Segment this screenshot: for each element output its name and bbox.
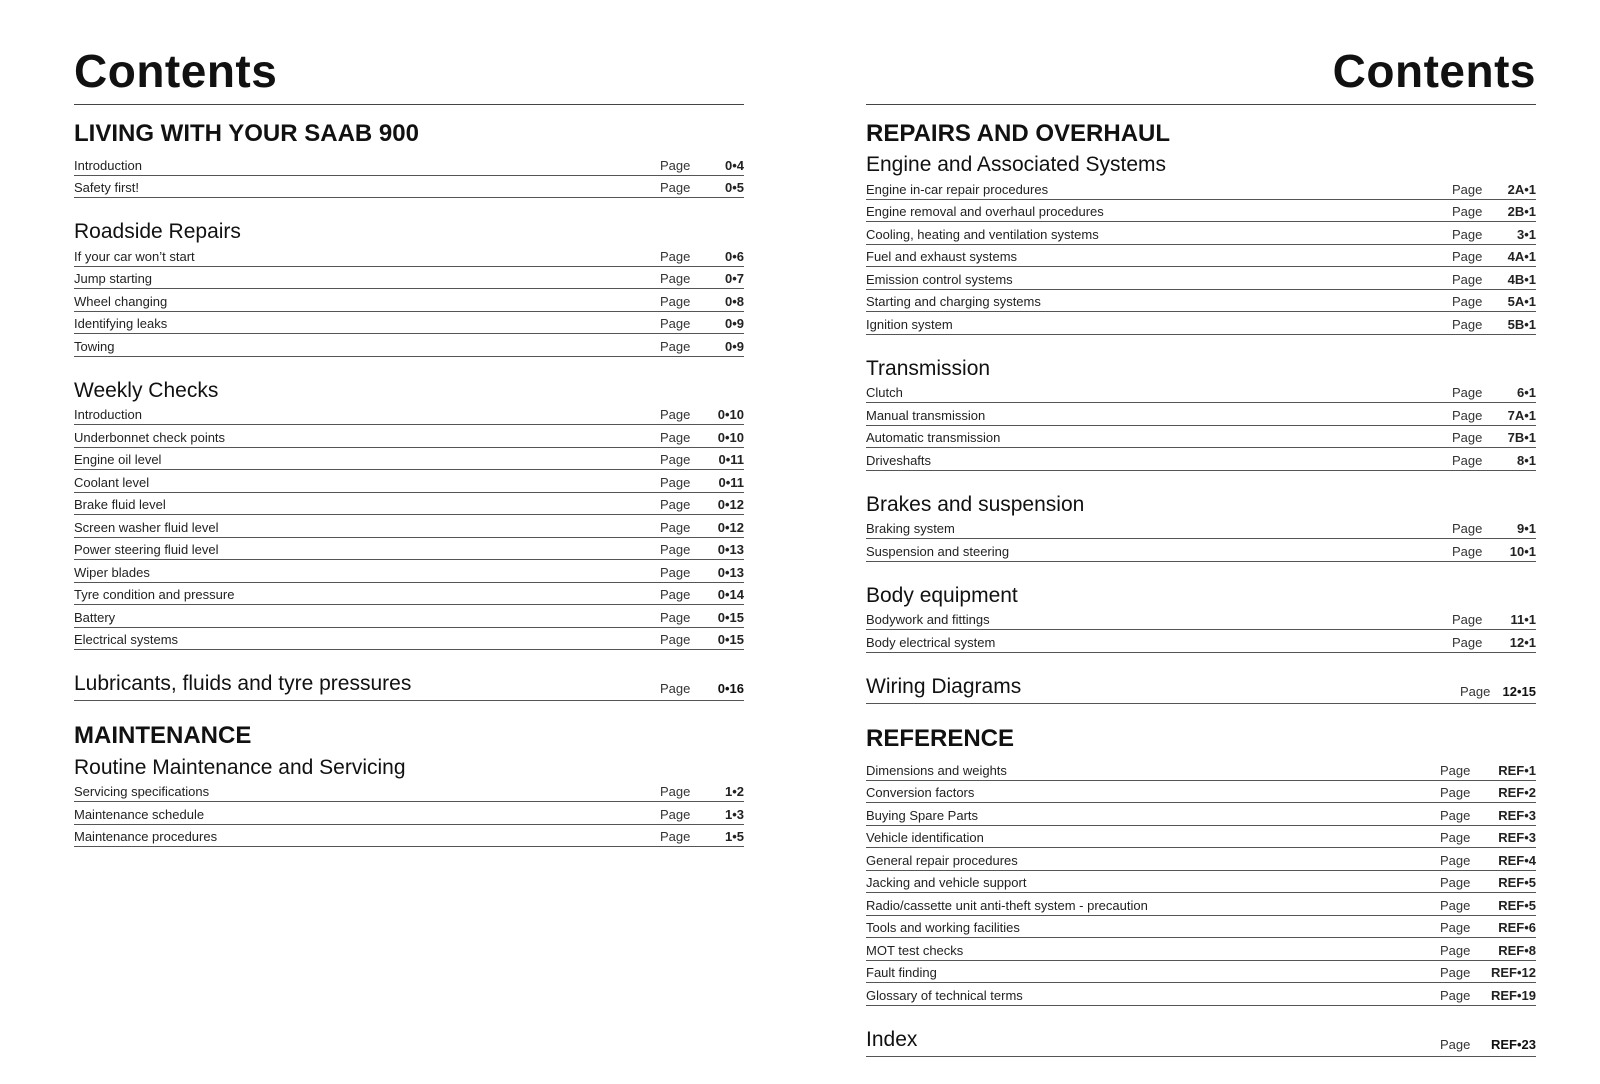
toc-entry[interactable] bbox=[866, 245, 1536, 268]
page-number: 0•6 bbox=[724, 248, 744, 264]
page-number: 10•1 bbox=[1509, 543, 1536, 559]
page-number: 2B•1 bbox=[1507, 204, 1536, 220]
group-title: Brakes and suspension bbox=[866, 492, 1085, 516]
toc-entry[interactable] bbox=[74, 628, 744, 651]
page-number: 11•1 bbox=[1510, 612, 1536, 628]
toc-entry[interactable] bbox=[866, 871, 1536, 894]
toc-entry[interactable] bbox=[866, 426, 1536, 449]
page-word: Page bbox=[660, 474, 691, 490]
page-word: Page bbox=[1440, 852, 1471, 868]
page-number: 0•13 bbox=[717, 542, 744, 558]
page-word: Page bbox=[660, 681, 691, 697]
entry-label: Wiper blades bbox=[74, 564, 150, 580]
section-heading: MAINTENANCE bbox=[74, 722, 252, 750]
toc-entry[interactable] bbox=[866, 222, 1536, 245]
entry-label: Wheel changing bbox=[74, 293, 168, 309]
entry-label: Identifying leaks bbox=[74, 316, 168, 332]
page-word: Page bbox=[660, 564, 691, 580]
page-word: Page bbox=[660, 248, 691, 264]
page-number: 6•1 bbox=[1516, 385, 1536, 401]
page-number: REF•12 bbox=[1490, 965, 1536, 981]
toc-left bbox=[74, 121, 744, 847]
entry-label: Driveshafts bbox=[866, 452, 932, 468]
entry-label: MOT test checks bbox=[866, 942, 964, 958]
entry-label: Conversion factors bbox=[866, 785, 975, 801]
group-title: Engine and Associated Systems bbox=[866, 153, 1167, 177]
page-word: Page bbox=[660, 497, 691, 513]
page-word: Page bbox=[1452, 316, 1483, 332]
toc-entry[interactable] bbox=[866, 938, 1536, 961]
entry-label: Electrical systems bbox=[74, 632, 179, 648]
page-number: 0•12 bbox=[717, 497, 744, 513]
toc-entry[interactable] bbox=[866, 893, 1536, 916]
toc-right bbox=[866, 121, 1536, 1057]
entry-label: Vehicle identification bbox=[866, 830, 984, 846]
toc-group bbox=[866, 357, 1536, 471]
page-word: Page bbox=[660, 609, 691, 625]
page-number: 7B•1 bbox=[1507, 430, 1536, 446]
page-word: Page bbox=[1452, 430, 1483, 446]
page-number: REF•5 bbox=[1498, 897, 1536, 913]
toc-entry[interactable] bbox=[866, 781, 1536, 804]
toc-entry[interactable] bbox=[74, 425, 744, 448]
entry-label: Jump starting bbox=[74, 271, 153, 287]
entry-title: Wiring Diagrams bbox=[866, 674, 1022, 698]
page-number: 0•5 bbox=[724, 180, 744, 196]
entry-label: Towing bbox=[74, 338, 115, 354]
entry-label: Screen washer fluid level bbox=[74, 519, 219, 535]
toc-group bbox=[74, 220, 744, 357]
page-number: 0•4 bbox=[724, 157, 744, 173]
page-number: 0•15 bbox=[717, 609, 744, 625]
page-word: Page bbox=[1440, 987, 1471, 1003]
page-number: 0•9 bbox=[724, 338, 744, 354]
entry-label: Safety first! bbox=[74, 180, 140, 196]
entry-label: Ignition system bbox=[866, 316, 953, 332]
page-word: Page bbox=[1452, 385, 1483, 401]
left-page bbox=[74, 0, 744, 869]
toc-entry[interactable] bbox=[74, 312, 744, 335]
entry-label: Maintenance procedures bbox=[74, 829, 218, 845]
entry-label: Introduction bbox=[74, 407, 142, 423]
toc-entry[interactable] bbox=[74, 267, 744, 290]
page-word: Page bbox=[660, 180, 691, 196]
toc-entry-major[interactable] bbox=[866, 1028, 1536, 1057]
toc-group bbox=[866, 758, 1536, 1006]
page-word: Page bbox=[660, 806, 691, 822]
page-word: Page bbox=[1452, 612, 1483, 628]
page-number: 2A•1 bbox=[1507, 181, 1536, 197]
toc-entry[interactable] bbox=[74, 605, 744, 628]
page-number: 9•1 bbox=[1516, 521, 1536, 537]
toc-entry-major[interactable] bbox=[866, 675, 1536, 704]
page-number: 0•12 bbox=[717, 519, 744, 535]
page-number: 0•16 bbox=[717, 681, 744, 697]
toc-group bbox=[74, 379, 744, 651]
toc-entry[interactable] bbox=[866, 381, 1536, 404]
page-word: Page bbox=[660, 784, 691, 800]
page-word: Page bbox=[660, 157, 691, 173]
toc-entry[interactable] bbox=[74, 403, 744, 426]
entry-label: Battery bbox=[74, 609, 116, 625]
toc-entry[interactable] bbox=[866, 848, 1536, 871]
entry-label: If your car won’t start bbox=[74, 248, 195, 264]
page-word: Page bbox=[660, 519, 691, 535]
section-heading: REPAIRS AND OVERHAUL bbox=[866, 120, 1171, 147]
toc-entry[interactable] bbox=[74, 780, 744, 803]
toc-entry[interactable] bbox=[866, 630, 1536, 653]
toc-entry[interactable] bbox=[866, 312, 1536, 335]
page-title: Contents bbox=[74, 48, 744, 105]
toc-entry[interactable] bbox=[74, 825, 744, 848]
page-number: 0•13 bbox=[717, 564, 744, 580]
page-word: Page bbox=[1452, 204, 1483, 220]
group-title: Routine Maintenance and Servicing bbox=[74, 755, 406, 779]
page-number: 8•1 bbox=[1516, 452, 1536, 468]
page-number: 0•9 bbox=[724, 316, 744, 332]
toc-entry[interactable] bbox=[866, 539, 1536, 562]
toc-entry[interactable] bbox=[74, 244, 744, 267]
entry-label: Radio/cassette unit anti-theft system - precaution bbox=[866, 897, 1148, 913]
toc-group bbox=[74, 153, 744, 198]
page-number: 0•14 bbox=[717, 587, 744, 603]
entry-label: Introduction bbox=[74, 157, 142, 173]
group-title: Roadside Repairs bbox=[74, 220, 241, 244]
page-number: REF•19 bbox=[1490, 987, 1536, 1003]
page-word: Page bbox=[1440, 762, 1471, 778]
toc-entry[interactable] bbox=[866, 961, 1536, 984]
entry-label: Clutch bbox=[866, 385, 903, 401]
page-number: 0•11 bbox=[718, 452, 744, 468]
entry-label: Fault finding bbox=[866, 965, 937, 981]
page-number: 0•10 bbox=[717, 407, 744, 423]
page-word: Page bbox=[1440, 1036, 1471, 1052]
page-number: 5A•1 bbox=[1507, 294, 1536, 310]
entry-label: Dimensions and weights bbox=[866, 762, 1007, 778]
toc-entry[interactable] bbox=[866, 608, 1536, 631]
page-word: Page bbox=[1440, 942, 1471, 958]
page-word: Page bbox=[1452, 294, 1483, 310]
page-number: 0•15 bbox=[717, 632, 744, 648]
toc-entry[interactable] bbox=[866, 758, 1536, 781]
page-number: 0•10 bbox=[717, 429, 744, 445]
toc-entry[interactable] bbox=[866, 403, 1536, 426]
entry-label: Manual transmission bbox=[866, 407, 986, 423]
page-word: Page bbox=[1440, 830, 1471, 846]
entry-label: Body electrical system bbox=[866, 634, 996, 650]
entry-label: General repair procedures bbox=[866, 852, 1018, 868]
group-title: Transmission bbox=[866, 356, 991, 380]
page-word: Page bbox=[660, 542, 691, 558]
entry-label: Automatic transmission bbox=[866, 430, 1001, 446]
entry-label: Tools and working facilities bbox=[866, 920, 1020, 936]
entry-label: Brake fluid level bbox=[74, 497, 166, 513]
entry-label: Braking system bbox=[866, 521, 955, 537]
page-number: 3•1 bbox=[1516, 226, 1536, 242]
page-word: Page bbox=[1440, 965, 1471, 981]
entry-label: Maintenance schedule bbox=[74, 806, 205, 822]
entry-label: Power steering fluid level bbox=[74, 542, 219, 558]
page-number: 1•2 bbox=[724, 784, 744, 800]
toc-entry[interactable] bbox=[866, 200, 1536, 223]
page-word: Page bbox=[1452, 249, 1483, 265]
page-word: Page bbox=[1452, 181, 1483, 197]
entry-label: Emission control systems bbox=[866, 271, 1013, 287]
entry-label: Buying Spare Parts bbox=[866, 807, 979, 823]
page-number: REF•3 bbox=[1498, 830, 1536, 846]
page-word: Page bbox=[660, 407, 691, 423]
page-word: Page bbox=[660, 316, 691, 332]
page-number: REF•23 bbox=[1490, 1036, 1536, 1052]
page-word: Page bbox=[1452, 407, 1483, 423]
toc-entry[interactable] bbox=[74, 802, 744, 825]
page-number: 7A•1 bbox=[1507, 407, 1536, 423]
page-word: Page bbox=[1460, 683, 1491, 699]
page-word: Page bbox=[660, 429, 691, 445]
page-number: 5B•1 bbox=[1507, 316, 1536, 332]
page-word: Page bbox=[1440, 920, 1471, 936]
page-word: Page bbox=[660, 338, 691, 354]
entry-label: Engine removal and overhaul procedures bbox=[866, 204, 1104, 220]
page-number: REF•1 bbox=[1498, 762, 1536, 778]
toc-entry[interactable] bbox=[866, 290, 1536, 313]
toc-entry[interactable] bbox=[866, 916, 1536, 939]
toc-group bbox=[866, 493, 1536, 562]
entry-label: Bodywork and fittings bbox=[866, 612, 990, 628]
page-word: Page bbox=[660, 829, 691, 845]
toc-entry[interactable] bbox=[866, 983, 1536, 1006]
page-number: 1•3 bbox=[724, 806, 744, 822]
section-heading: REFERENCE bbox=[866, 724, 1015, 752]
page-word: Page bbox=[1440, 897, 1471, 913]
page-number: 4A•1 bbox=[1507, 249, 1536, 265]
entry-label: Engine oil level bbox=[74, 452, 162, 468]
entry-label: Coolant level bbox=[74, 474, 150, 490]
page-word: Page bbox=[1452, 521, 1483, 537]
page-number: 0•8 bbox=[724, 293, 744, 309]
entry-label: Starting and charging systems bbox=[866, 294, 1041, 310]
toc-entry[interactable] bbox=[74, 538, 744, 561]
entry-label: Engine in-car repair procedures bbox=[866, 181, 1049, 197]
toc-entry[interactable] bbox=[74, 493, 744, 516]
toc-entry[interactable] bbox=[74, 334, 744, 357]
page-number: REF•3 bbox=[1498, 807, 1536, 823]
page-word: Page bbox=[660, 293, 691, 309]
page-word: Page bbox=[1452, 543, 1483, 559]
entry-label: Cooling, heating and ventilation systems bbox=[866, 226, 1099, 242]
page-number: 0•7 bbox=[724, 271, 744, 287]
entry-title: Lubricants, fluids and tyre pressures bbox=[74, 672, 412, 696]
page-number: 12•15 bbox=[1502, 683, 1536, 699]
entry-label: Jacking and vehicle support bbox=[866, 875, 1027, 891]
page-word: Page bbox=[1440, 807, 1471, 823]
page-number: REF•2 bbox=[1498, 785, 1536, 801]
right-page bbox=[866, 0, 1536, 1079]
entry-label: Underbonnet check points bbox=[74, 429, 226, 445]
page-word: Page bbox=[1452, 226, 1483, 242]
toc-entry-major[interactable] bbox=[74, 672, 744, 701]
page-number: 12•1 bbox=[1509, 634, 1536, 650]
page-word: Page bbox=[1452, 271, 1483, 287]
toc-entry[interactable] bbox=[74, 448, 744, 471]
page-word: Page bbox=[1452, 634, 1483, 650]
toc-entry[interactable] bbox=[866, 517, 1536, 540]
toc-entry[interactable] bbox=[74, 153, 744, 176]
page-word: Page bbox=[660, 587, 691, 603]
group-title: Weekly Checks bbox=[74, 378, 219, 402]
page-number: 1•5 bbox=[724, 829, 744, 845]
page-word: Page bbox=[660, 452, 691, 468]
toc-entry[interactable] bbox=[74, 470, 744, 493]
toc-entry[interactable] bbox=[74, 583, 744, 606]
entry-label: Fuel and exhaust systems bbox=[866, 249, 1018, 265]
entry-label: Suspension and steering bbox=[866, 543, 1010, 559]
page-number: REF•6 bbox=[1498, 920, 1536, 936]
page-word: Page bbox=[660, 632, 691, 648]
page-word: Page bbox=[660, 271, 691, 287]
toc-entry[interactable] bbox=[866, 826, 1536, 849]
toc-group bbox=[866, 153, 1536, 335]
toc-entry[interactable] bbox=[74, 560, 744, 583]
page-title: Contents bbox=[866, 48, 1536, 105]
toc-entry[interactable] bbox=[74, 289, 744, 312]
entry-label: Tyre condition and pressure bbox=[74, 587, 235, 603]
page-number: REF•4 bbox=[1498, 852, 1536, 868]
section-heading: LIVING WITH YOUR SAAB 900 bbox=[74, 120, 419, 147]
page-number: 0•11 bbox=[718, 474, 744, 490]
toc-entry[interactable] bbox=[866, 448, 1536, 471]
page-number: REF•5 bbox=[1498, 875, 1536, 891]
page-number: 4B•1 bbox=[1507, 271, 1536, 287]
group-title: Body equipment bbox=[866, 583, 1018, 607]
toc-entry[interactable] bbox=[74, 515, 744, 538]
page-number: REF•8 bbox=[1498, 942, 1536, 958]
entry-label: Servicing specifications bbox=[74, 784, 210, 800]
toc-entry[interactable] bbox=[866, 267, 1536, 290]
entry-title: Index bbox=[866, 1027, 918, 1051]
page-word: Page bbox=[1440, 875, 1471, 891]
page-word: Page bbox=[1440, 785, 1471, 801]
toc-entry[interactable] bbox=[866, 177, 1536, 200]
toc-entry[interactable] bbox=[74, 176, 744, 199]
toc-group bbox=[866, 584, 1536, 653]
page-word: Page bbox=[1452, 452, 1483, 468]
toc-entry[interactable] bbox=[866, 803, 1536, 826]
entry-label: Glossary of technical terms bbox=[866, 987, 1023, 1003]
toc-group bbox=[74, 756, 744, 848]
